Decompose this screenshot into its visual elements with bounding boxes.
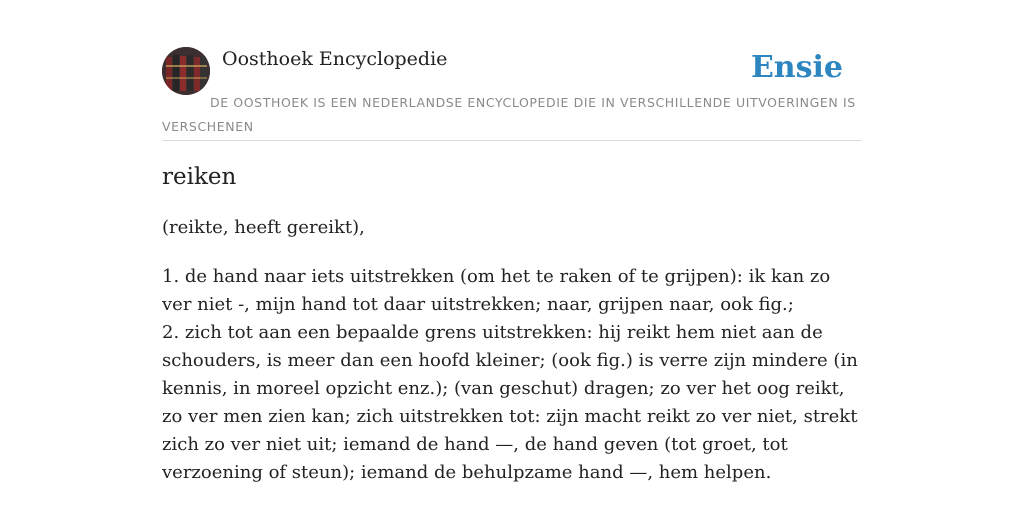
brand-logo[interactable]: Ensie xyxy=(750,50,843,85)
site-name[interactable]: Oosthoek Encyclopedie xyxy=(222,48,448,70)
entry-conjugation: (reikte, heeft gereikt), xyxy=(162,217,365,238)
entry-title: reiken xyxy=(162,164,237,190)
bookshelf-icon xyxy=(162,47,210,95)
site-tagline: DE OOSTHOEK IS EEN NEDERLANDSE ENCYCLOPEDIE DIE IN VERSCHILLENDE UITVOERINGEN IS VERSCHENEN xyxy=(162,95,856,134)
entry-definitions xyxy=(162,263,862,487)
definition-1: 1. de hand naar iets uitstrekken (om het te raken of te grijpen): ik kan zo ver niet -, mijn hand tot daar uitstrekken; naar, grijpen naar, ook fig.; xyxy=(162,266,831,315)
site-header xyxy=(162,44,862,141)
definition-2: 2. zich tot aan een bepaalde grens uitstrekken: hij reikt hem niet aan de schouders, is meer dan een hoofd kleiner; (ook fig.) is verre zijn mindere (in kennis, in moreel opzicht enz.); (van geschut) dragen; zo ver het oog reikt, zo ver men zien kan; zich uitstrekken tot: zijn macht reikt zo ver niet, strekt zich zo ver niet uit; iemand de hand —, de hand geven (tot groet, tot verzoening of steun); iemand de behulpzame hand —, hem helpen. xyxy=(162,322,858,483)
entry-card xyxy=(162,44,862,483)
site-avatar[interactable] xyxy=(162,47,210,95)
